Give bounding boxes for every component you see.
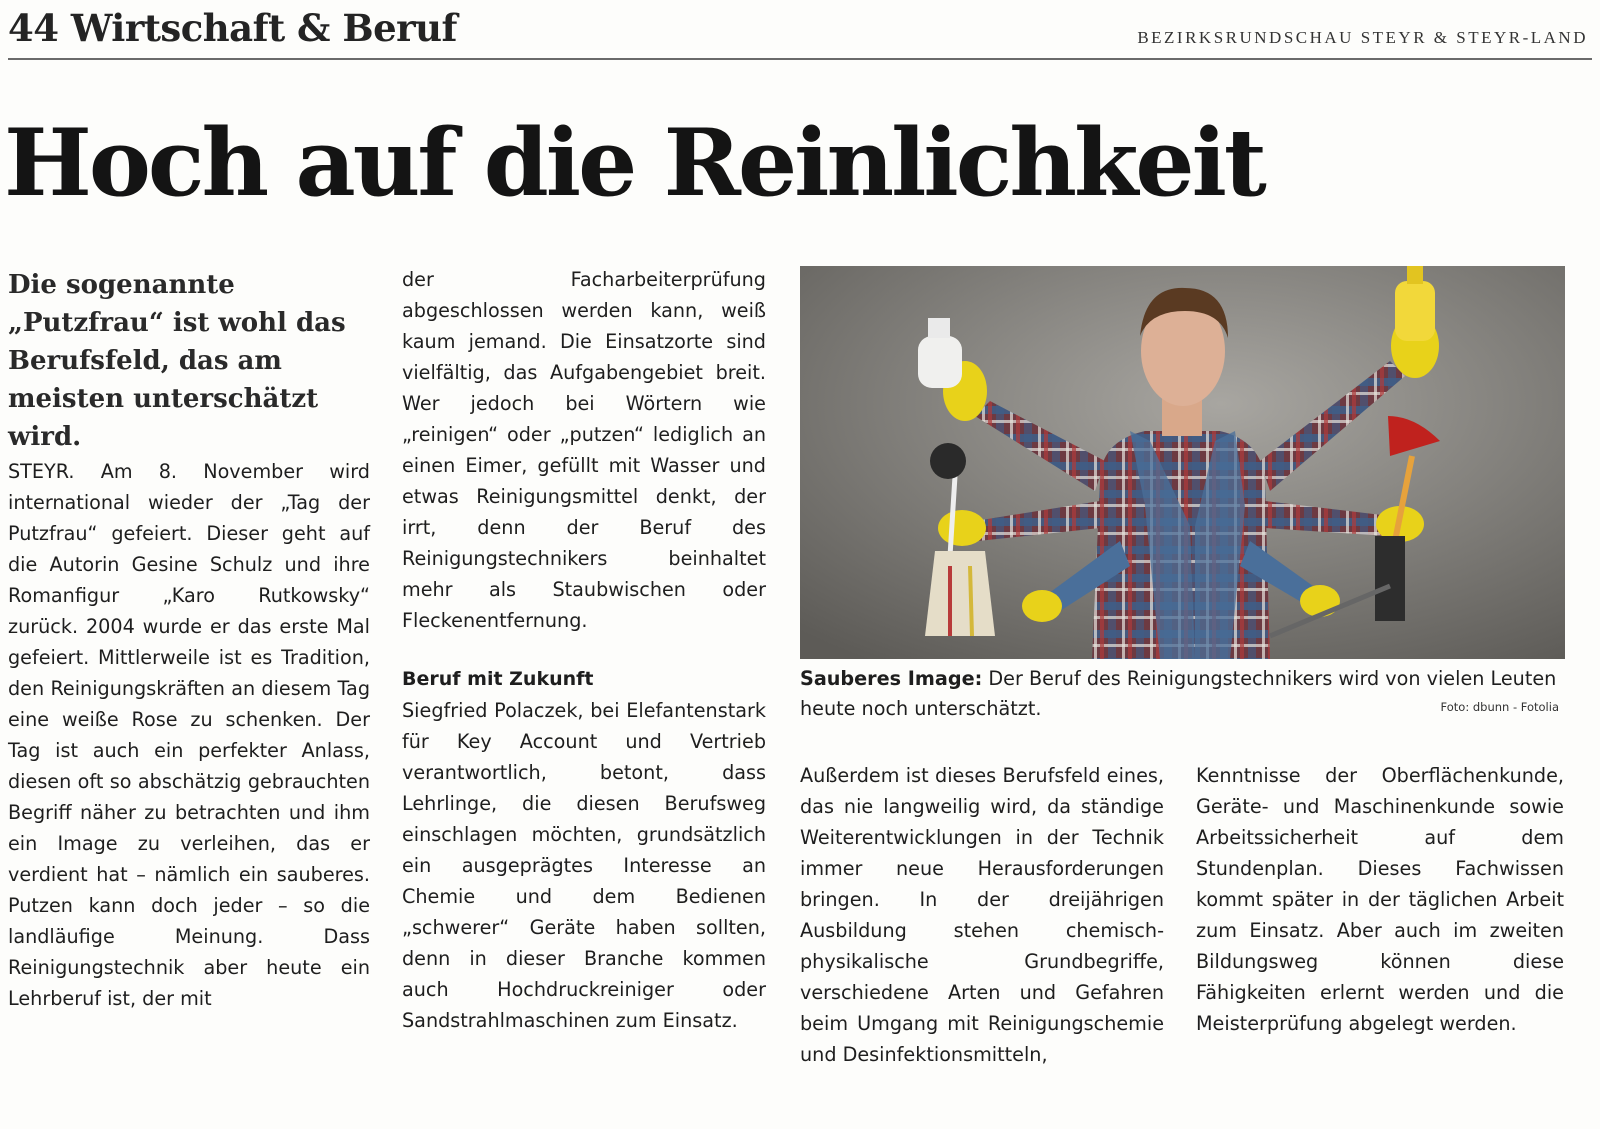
photo-credit: Foto: dbunn - Fotolia (1440, 700, 1559, 714)
column-1 (8, 266, 370, 1014)
body-text-4: Außerdem ist dieses Berufsfeld eines, das nie langweilig wird, da ständige Weiterentwicklungen in der Technik immer neue Herausforderungen bringen. In der dreijährigen Ausbildung stehen chemisch-physikalische Grundbegriffe, verschiedene Arten und Gefahren beim Umgang mit Reinigungschemie und Desinfektionsmitteln, (800, 764, 1164, 1066)
caption-text: Der Beruf des Reinigungstechnikers wird von vielen Leuten heute noch unterschätzt. (800, 667, 1557, 720)
page-header (8, 6, 1592, 60)
article-photo (800, 266, 1565, 659)
newspaper-name: BEZIRKSRUNDSCHAU STEYR & STEYR-LAND (1137, 28, 1588, 47)
column-3 (800, 760, 1164, 1070)
body-text-5: Kenntnisse der Oberflächenkunde, Geräte- und Maschinenkunde sowie Arbeitssicherheit auf dem Stundenplan. Dieses Fachwissen kommt später in der täglichen Arbeit zum Einsatz. Aber auch im zweiten Bildungsweg können diese Fähigkeiten erlernt werden und die Meisterprüfung abgelegt werden. (1196, 764, 1564, 1035)
column-2 (402, 264, 766, 1036)
caption-title: Sauberes Image: (800, 667, 983, 690)
subheading: Beruf mit Zukunft (402, 668, 594, 690)
section-title: 44 Wirtschaft & Beruf (8, 6, 457, 50)
body-text-1: STEYR. Am 8. November wird international wieder der „Tag der Putzfrau“ gefeiert. Dieser geht auf die Autorin Gesine Schulz und ihre Romanfigur „Karo Rutkowsky“ zurück. 2004 wurde er das erste Mal gefeiert. Mittlerweile ist es Tradition, den Reinigungskräften an diesem Tag eine weiße Rose zu schenken. Der Tag ist auch ein perfekter Anlass, diesen oft so abschätzig gebrauchten Begriff näher zu betrachten und ihm ein Image zu verleihen, das er verdient hat – nämlich ein sauberes. Putzen kann doch jeder – so die landläufige Meinung. Dass Reinigungstechnik aber heute ein Lehrberuf ist, der mit (8, 460, 370, 1010)
photo-caption (800, 664, 1565, 724)
body-text-3: Siegfried Polaczek, bei Elefantenstark für Key Account und Vertrieb verantwortlich, betont, dass Lehrlinge, die diesen Berufsweg einschlagen möchten, grundsätzlich ein ausgeprägtes Interesse an Chemie und dem Bedienen „schwerer“ Geräte haben sollten, denn in dieser Branche kommen auch Hochdruckreiniger oder Sandstrahlmaschinen zum Einsatz. (402, 699, 766, 1032)
cleaner-illustration (800, 266, 1565, 659)
body-text-2: der Facharbeiterprüfung abgeschlossen werden kann, weiß kaum jemand. Die Einsatzorte sind vielfältig, das Aufgabengebiet breit. Wer jedoch bei Wörtern wie „reinigen“ oder „putzen“ lediglich an einen Eimer, gefüllt mit Wasser und etwas Reinigungsmittel denkt, der irrt, denn der Beruf des Reinigungstechnikers beinhaltet mehr als Staubwischen oder Fleckenentfernung. (402, 268, 766, 632)
headline: Hoch auf die Reinlichkeit (4, 108, 1264, 217)
lead-text: Die sogenannte „Putzfrau“ ist wohl das Berufsfeld, das am meisten unterschätzt wird. (8, 270, 346, 452)
column-4 (1196, 760, 1564, 1039)
